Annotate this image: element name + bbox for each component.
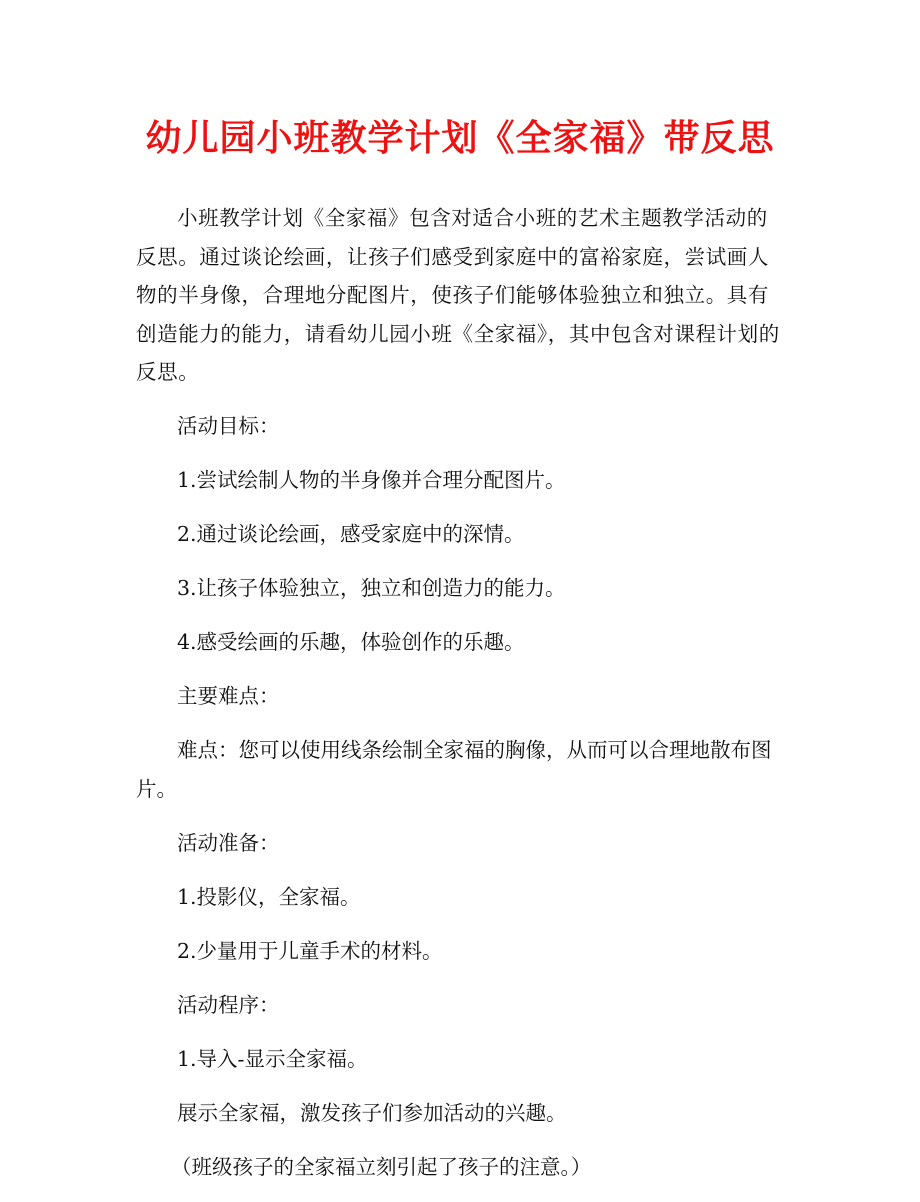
section-heading-difficulty: 主要难点：	[177, 684, 280, 708]
procedure-item-1: 1.导入-显示全家福。	[177, 1046, 368, 1071]
section-heading-goals: 活动目标：	[177, 414, 280, 438]
preparation-item-2: 2.少量用于儿童手术的材料。	[177, 938, 443, 963]
goal-item-4: 4.感受绘画的乐趣，体验创作的乐趣。	[177, 630, 525, 654]
section-heading-preparation: 活动准备：	[177, 830, 280, 855]
section-heading-procedure: 活动程序：	[177, 992, 280, 1017]
goal-item-3: 3.让孩子体验独立，独立和创造力的能力。	[177, 576, 566, 600]
document-body	[136, 199, 786, 1202]
procedure-note: （班级孩子的全家福立刻引起了孩子的注意。）	[171, 1154, 592, 1179]
goal-item-1: 1.尝试绘制人物的半身像并合理分配图片。	[177, 468, 566, 492]
procedure-paragraph: 展示全家福，激发孩子们参加活动的兴趣。	[177, 1100, 567, 1125]
preparation-item-1: 1.投影仪，全家福。	[177, 884, 361, 909]
goal-item-2: 2.通过谈论绘画，感受家庭中的深情。	[177, 522, 525, 546]
difficulty-paragraph: 难点：您可以使用线条绘制全家福的胸像，从而可以合理地散布图片。	[136, 738, 772, 801]
document-title: 幼儿园小班教学计划《全家福》带反思	[145, 117, 775, 159]
intro-paragraph: 小班教学计划《全家福》包含对适合小班的艺术主题教学活动的反思。通过谈论绘画，让孩子们感受到家庭中的富裕家庭，尝试画人物的半身像，合理地分配图片，使孩子们能够体验独立和独立。具有创造能力的能力，请看幼儿园小班《全家福》，其中包含对课程计划的反思。	[136, 206, 780, 384]
